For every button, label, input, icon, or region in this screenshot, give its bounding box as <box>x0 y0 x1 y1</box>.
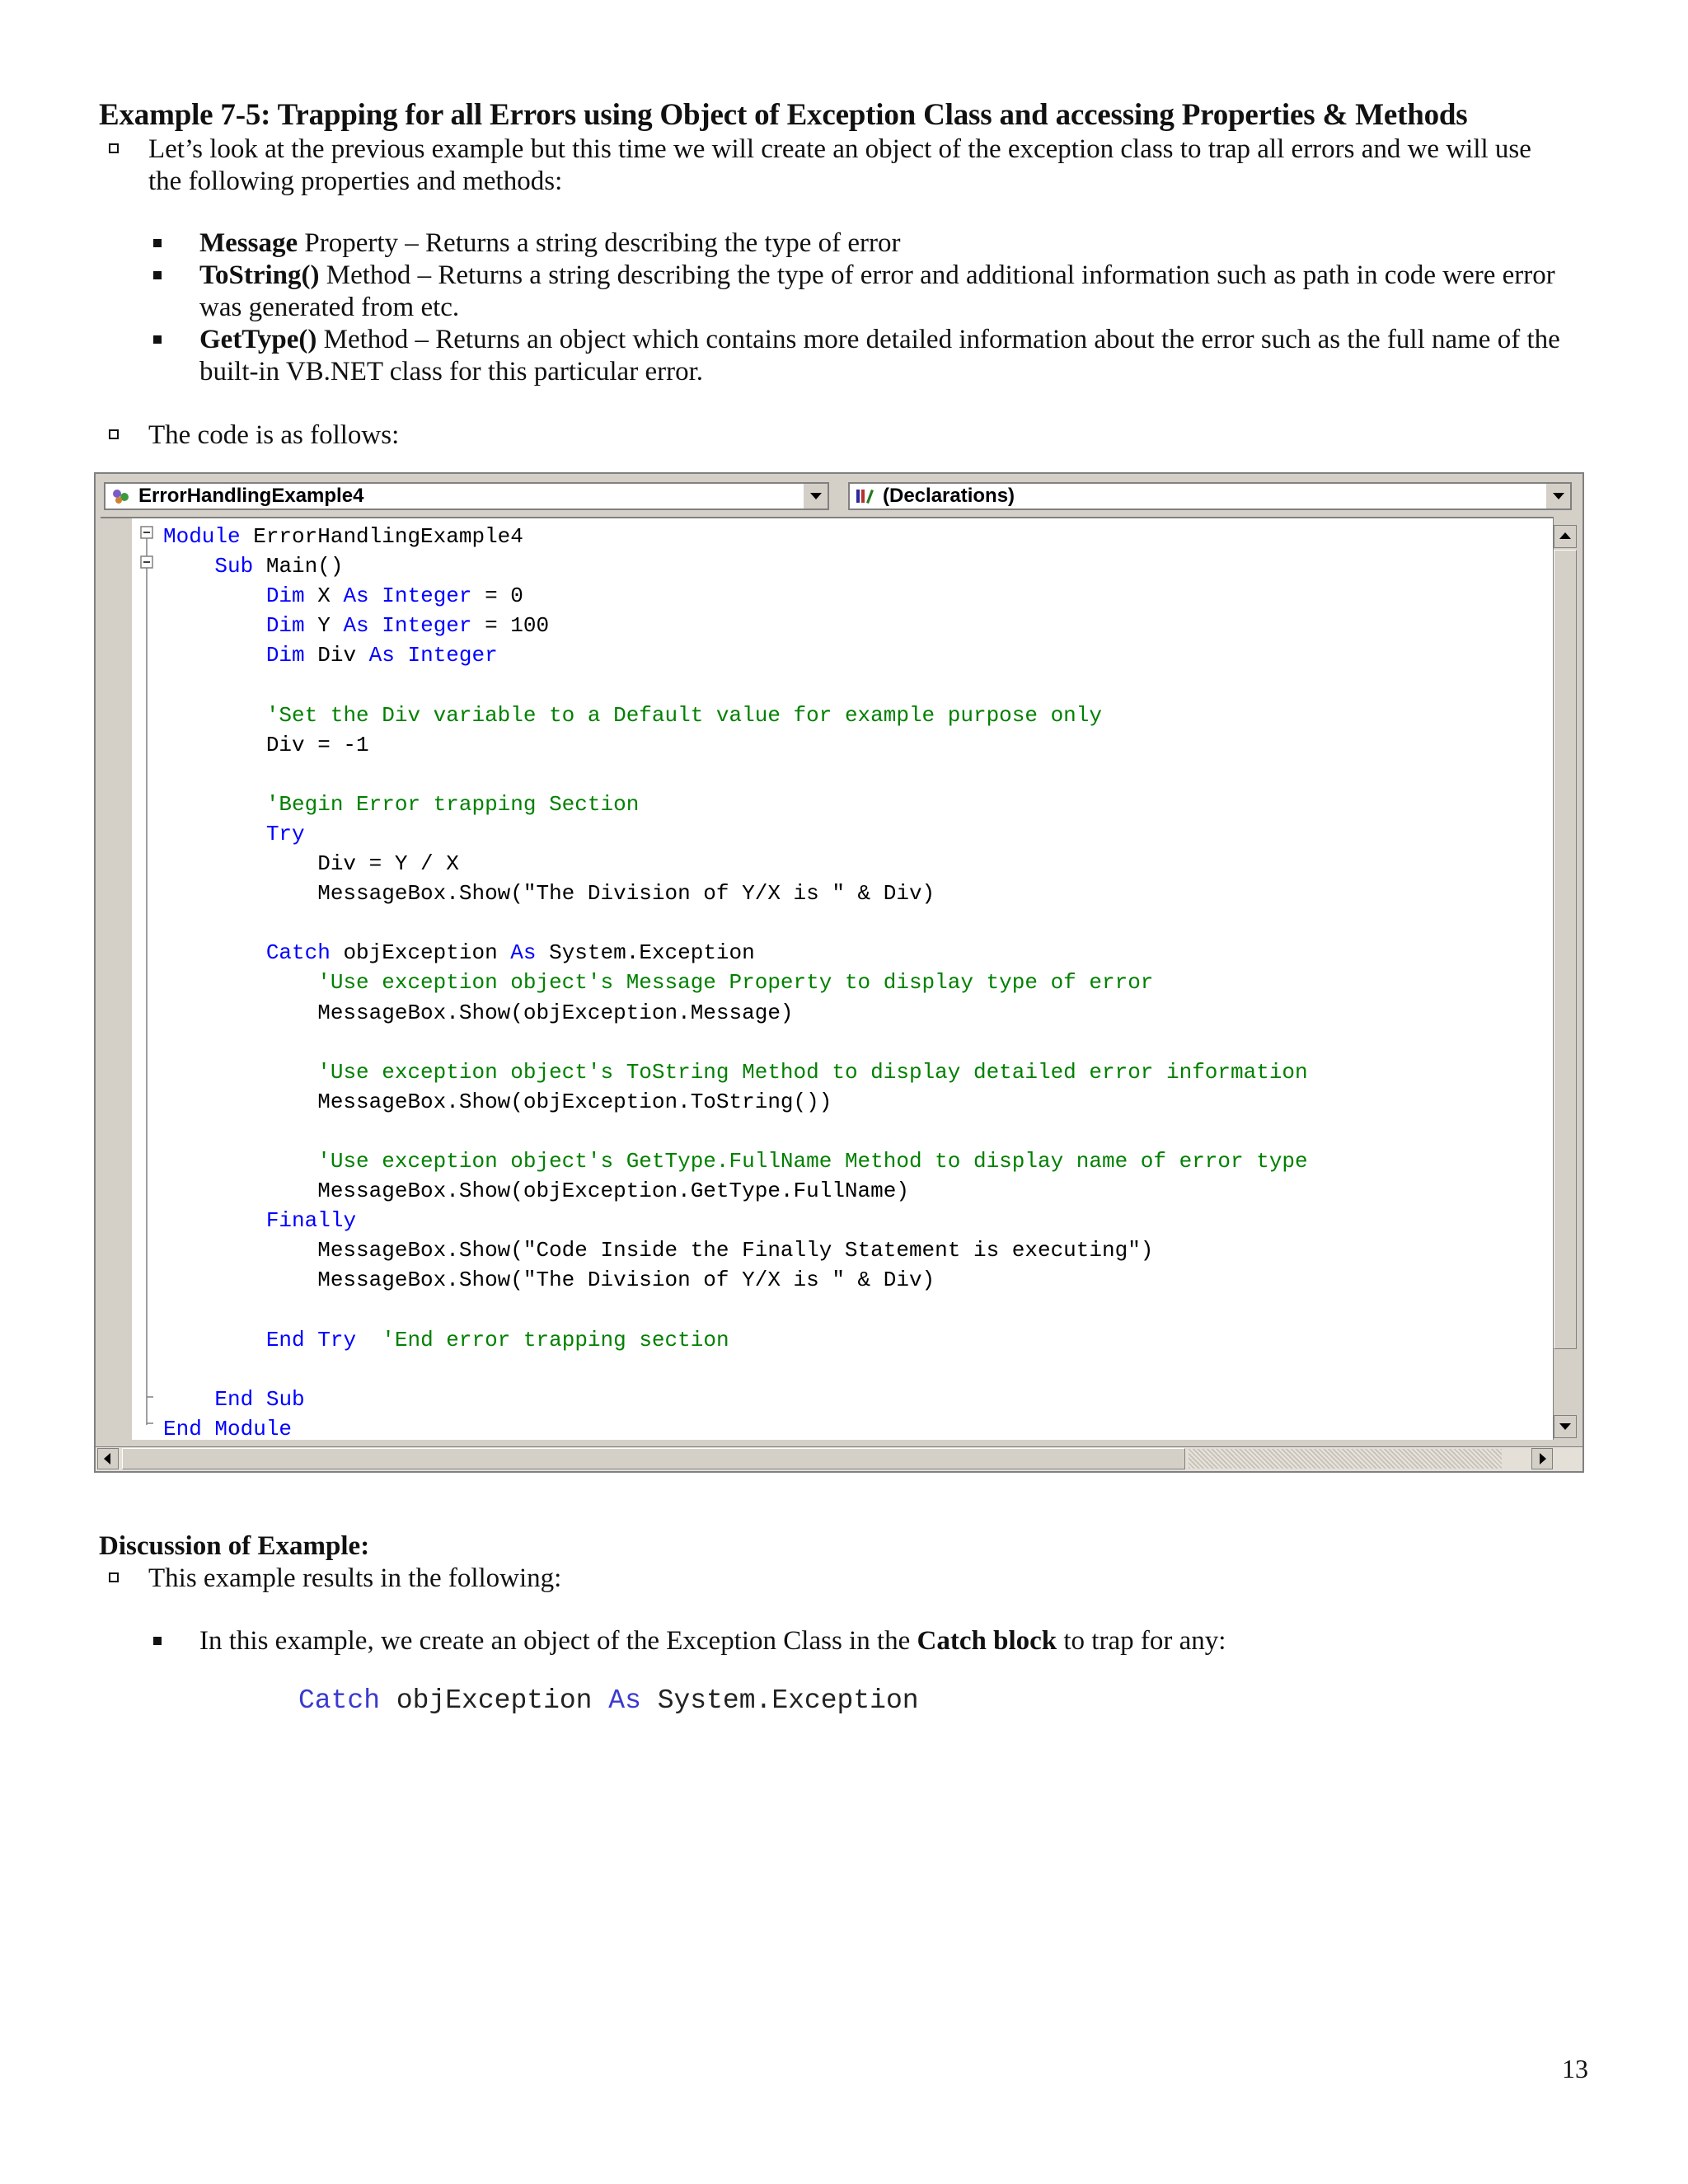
procedure-combo-value: (Declarations) <box>883 485 1015 507</box>
member-desc-cont: was generated from etc. <box>199 293 460 322</box>
code-identifier: objException <box>380 1685 609 1716</box>
chevron-down-icon[interactable] <box>1545 484 1570 509</box>
member-desc-cont: built-in VB.NET class for this particular error. <box>199 357 703 387</box>
inline-code-snippet <box>298 1685 919 1716</box>
sub-text-pre: In this example, we create an object of the Exception Class in the <box>199 1626 917 1656</box>
sub-text-post: to trap for any: <box>1057 1626 1226 1656</box>
scroll-up-icon[interactable] <box>1554 525 1577 548</box>
example-heading: Example 7-5: Trapping for all Errors using Object of Exception Class and accessing Properties & Methods <box>99 98 1468 132</box>
member-name: GetType() <box>199 325 317 354</box>
intro-line-2: the following properties and methods: <box>148 166 563 196</box>
code-intro-text: The code is as follows: <box>148 420 400 450</box>
source-code: Module ErrorHandlingExample4 Sub Main() Dim X As Integer = 0 Dim Y As Integer = 100 Dim Div As Integer 'Set the Div variable to a Default value for example purpose only Div = -1 'Begin Error trapping Section Try Div = Y / X MessageBox.Show("The Division of Y/X is " & Div) Catch objException As System.Exception 'Use exception object's Message Property to display type of error MessageBox.Show(objException.Message) 'Use exception object's ToString Method to display detailed error information MessageBox.Show(objException.ToString()) 'Use exception object's GetType.FullName Method to display name of error type MessageBox.Show(objException.GetType.FullName) Finally MessageBox.Show("Code Inside the Finally Statement is executing") MessageBox.Show("The Division of Y/X is " & Div) End Try 'End error trapping section End Sub End Module <box>163 524 1308 1441</box>
chevron-down-icon[interactable] <box>803 484 828 509</box>
horizontal-scroll-thumb[interactable] <box>122 1448 1185 1469</box>
indicator-margin <box>101 518 132 1440</box>
member-desc: Method – Returns an object which contains more detailed information about the error such as the full name of the <box>316 325 1560 354</box>
member-desc: Property – Returns a string describing the type of error <box>298 228 901 258</box>
module-icon <box>110 487 132 505</box>
code-keyword: As <box>608 1685 641 1716</box>
code-intro <box>99 419 1582 452</box>
checkbox-bullet-icon <box>109 143 119 153</box>
square-bullet-icon <box>153 271 162 279</box>
intro-line-1: Let’s look at the previous example but this time we will create an object of the exception class to trap all errors and we will use <box>148 134 1531 164</box>
discussion-sub-item <box>99 1625 1582 1658</box>
outline-guides <box>138 518 155 1425</box>
horizontal-scrollbar[interactable] <box>96 1446 1582 1471</box>
member-item-message <box>99 227 1582 260</box>
scroll-left-icon[interactable] <box>97 1448 119 1469</box>
square-bullet-icon <box>153 335 162 344</box>
member-item-tostring <box>99 260 1582 326</box>
procedure-combo[interactable] <box>848 482 1572 510</box>
member-name: ToString() <box>199 260 320 290</box>
object-combo[interactable] <box>104 482 829 510</box>
discussion-bullet <box>99 1563 1582 1596</box>
checkbox-bullet-icon <box>109 1572 119 1582</box>
declarations-icon <box>855 487 876 505</box>
object-combo-value: ErrorHandlingExample4 <box>138 485 364 507</box>
square-bullet-icon <box>153 239 162 247</box>
code-editor-window <box>94 472 1584 1473</box>
code-keyword: Catch <box>298 1685 381 1716</box>
sub-text-bold: Catch block <box>917 1626 1057 1656</box>
vertical-scrollbar[interactable] <box>1553 517 1578 1440</box>
scroll-right-icon[interactable] <box>1531 1448 1553 1469</box>
member-desc: Method – Returns a string describing the type of error and additional information such as path in code were error <box>319 260 1555 290</box>
code-type: System.Exception <box>640 1685 919 1716</box>
discussion-heading: Discussion of Example: <box>99 1531 370 1561</box>
vertical-scroll-thumb[interactable] <box>1554 550 1577 1349</box>
scroll-down-icon[interactable] <box>1554 1415 1577 1438</box>
checkbox-bullet-icon <box>109 429 119 439</box>
member-name: Message <box>199 228 298 258</box>
discussion-bullet-text: This example results in the following: <box>148 1563 562 1593</box>
code-pane[interactable] <box>101 517 1559 1440</box>
page-number: 13 <box>1562 2054 1588 2083</box>
square-bullet-icon <box>153 1637 162 1645</box>
member-item-gettype <box>99 324 1582 390</box>
intro-paragraph <box>99 134 1582 199</box>
scroll-track[interactable] <box>1189 1449 1502 1469</box>
